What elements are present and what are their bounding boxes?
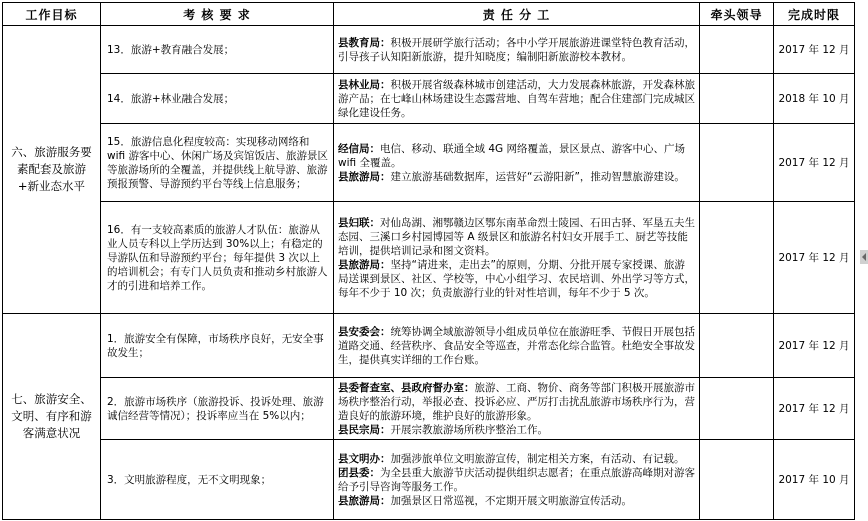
table-row: [3, 124, 855, 202]
lead-cell: [700, 314, 774, 378]
duty-item: [338, 381, 695, 423]
requirement-cell: 3．文明旅游程度，无不文明现象；: [101, 440, 334, 520]
duty-item: [338, 423, 695, 437]
duty-text: 加强涉旅单位文明旅游宣传，制定相关方案，有活动、有记载。: [390, 452, 685, 465]
dept-label: 经信局：: [338, 142, 380, 155]
deadline-cell: 2017 年 10 月: [774, 440, 855, 520]
duty-text: 电信、移动、联通全域 4G 网络覆盖，景区景点、游客中心、广场 wifi 全覆盖。: [338, 142, 685, 169]
duty-text: 统筹协调全域旅游领导小组成员单位在旅游旺季、节假日开展包括道路交通、经营秩序、食品安全等巡查，并常态化综合监管。杜绝安全事故发生，提供真实详细的工作台账。: [338, 325, 695, 366]
page-scroll-handle[interactable]: [860, 250, 868, 264]
table-row: [3, 26, 855, 74]
dept-label: 县安委会：: [338, 325, 391, 338]
header-row: [3, 3, 855, 26]
requirement-cell: 16．有一支较高素质的旅游人才队伍：旅游从业人员专科以上学历达到 30%以上；有稳定的导游队伍和导游预约平台；每年提供 3 次以上的培训机会；有专门人员负责和推动乡村旅游人才的引进和培养工作。: [101, 202, 334, 314]
table-row: [3, 74, 855, 124]
duty-item: [338, 452, 695, 466]
dept-label: 县文明办：: [338, 452, 391, 465]
lead-cell: [700, 26, 774, 74]
duty-item: [338, 142, 695, 170]
goal-cell: 六、旅游服务要素配套及旅游+新业态水平: [3, 26, 101, 314]
table-row: [3, 202, 855, 314]
table-row: [3, 378, 855, 440]
dept-label: 团县委：: [338, 466, 380, 479]
header-duty: 责 任 分 工: [334, 3, 700, 26]
duty-cell: [334, 202, 700, 314]
lead-cell: [700, 124, 774, 202]
duty-text: 坚持“请进来，走出去”的原则，分期、分批开展专家授课、旅游局送课到景区、社区、学校等，中心小组学习、农民培训、外出学习等方式，每年不少于 10 次；负责旅游行业的针对性培训，每年不少于 5 次。: [338, 258, 695, 299]
duty-item: [338, 466, 695, 494]
requirement-cell: 14．旅游+林业融合发展；: [101, 74, 334, 124]
table-row: [3, 314, 855, 378]
header-lead: 牵头领导: [700, 3, 774, 26]
dept-label: 县旅游局：: [338, 170, 391, 183]
requirement-cell: 15．旅游信息化程度较高：实现移动网络和 wifi 游客中心、休闲广场及宾馆饭店、旅游景区等旅游场所的全覆盖，并提供线上航导游、旅游预报预警、导游预约平台等线上信息服务；: [101, 124, 334, 202]
lead-cell: [700, 202, 774, 314]
dept-label: 县旅游局：: [338, 494, 391, 507]
duty-item: [338, 494, 695, 508]
dept-label: 县民宗局：: [338, 423, 391, 436]
dept-label: 县旅游局：: [338, 258, 391, 271]
duty-item: [338, 170, 695, 184]
lead-cell: [700, 378, 774, 440]
header-deadline: 完成时限: [774, 3, 855, 26]
duty-text: 对仙岛湖、湘鄂赣边区鄂东南革命烈士陵园、石田古驿、军垦五夫生态园、三溪口乡村园博园等 A 级景区和旅游名村妇女开展手工、厨艺等技能培训，提供培训记录和图文资料。: [338, 216, 695, 257]
dept-label: 县教育局：: [338, 36, 391, 49]
dept-label: 县林业局：: [338, 78, 391, 91]
goal-cell: 七、旅游安全、文明、有序和游客满意状况: [3, 314, 101, 520]
duty-text: 建立旅游基础数据库，运营好“云游阳新”，推动智慧旅游建设。: [390, 170, 685, 183]
deadline-cell: 2017 年 12 月: [774, 202, 855, 314]
duty-text: 积极开展研学旅行活动；各中小学开展旅游进课堂特色教育活动，引导孩子认知阳新旅游，提升知晓度；编制阳新旅游校本教材。: [338, 36, 695, 63]
deadline-cell: 2017 年 12 月: [774, 26, 855, 74]
table-row: [3, 440, 855, 520]
duty-text: 为全县重大旅游节庆活动提供组织志愿者；在重点旅游高峰期对游客给予引导咨询等服务工作。: [338, 466, 695, 493]
assessment-table: [2, 2, 855, 520]
duty-cell: [334, 440, 700, 520]
duty-cell: [334, 26, 700, 74]
duty-text: 加强景区日常巡视，不定期开展文明旅游宣传活动。: [390, 494, 632, 507]
deadline-cell: 2017 年 12 月: [774, 314, 855, 378]
duty-cell: [334, 124, 700, 202]
deadline-cell: 2017 年 12 月: [774, 124, 855, 202]
requirement-cell: 13．旅游+教育融合发展；: [101, 26, 334, 74]
duty-text: 开展宗教旅游场所秩序整治工作。: [390, 423, 548, 436]
deadline-cell: 2017 年 12 月: [774, 378, 855, 440]
duty-text: 旅游、工商、物价、商务等部门积极开展旅游市场秩序整治行动，举报必查、投诉必应、严厉打击扰乱旅游市场秩序行为，营造良好的旅游环境，维护良好的旅游形象。: [338, 381, 695, 422]
duty-cell: [334, 314, 700, 378]
lead-cell: [700, 74, 774, 124]
requirement-cell: 1．旅游安全有保障，市场秩序良好，无安全事故发生；: [101, 314, 334, 378]
duty-cell: [334, 378, 700, 440]
deadline-cell: 2018 年 10 月: [774, 74, 855, 124]
duty-item: [338, 258, 695, 300]
dept-label: 县妇联：: [338, 216, 380, 229]
lead-cell: [700, 440, 774, 520]
duty-text: 积极开展省级森林城市创建活动，大力发展森林旅游，开发森林旅游产品；在七峰山林场建设生态露营地、自驾车营地；配合住建部门完成城区绿化建设任务。: [338, 78, 695, 119]
header-requirement: 考 核 要 求: [101, 3, 334, 26]
duty-cell: [334, 74, 700, 124]
header-goal: 工作目标: [3, 3, 101, 26]
requirement-cell: 2．旅游市场秩序（旅游投诉、投诉处理、旅游诚信经营等情况）；投诉率应当在 5%以内；: [101, 378, 334, 440]
duty-item: [338, 216, 695, 258]
dept-label: 县委督查室、县政府督办室：: [338, 381, 475, 394]
